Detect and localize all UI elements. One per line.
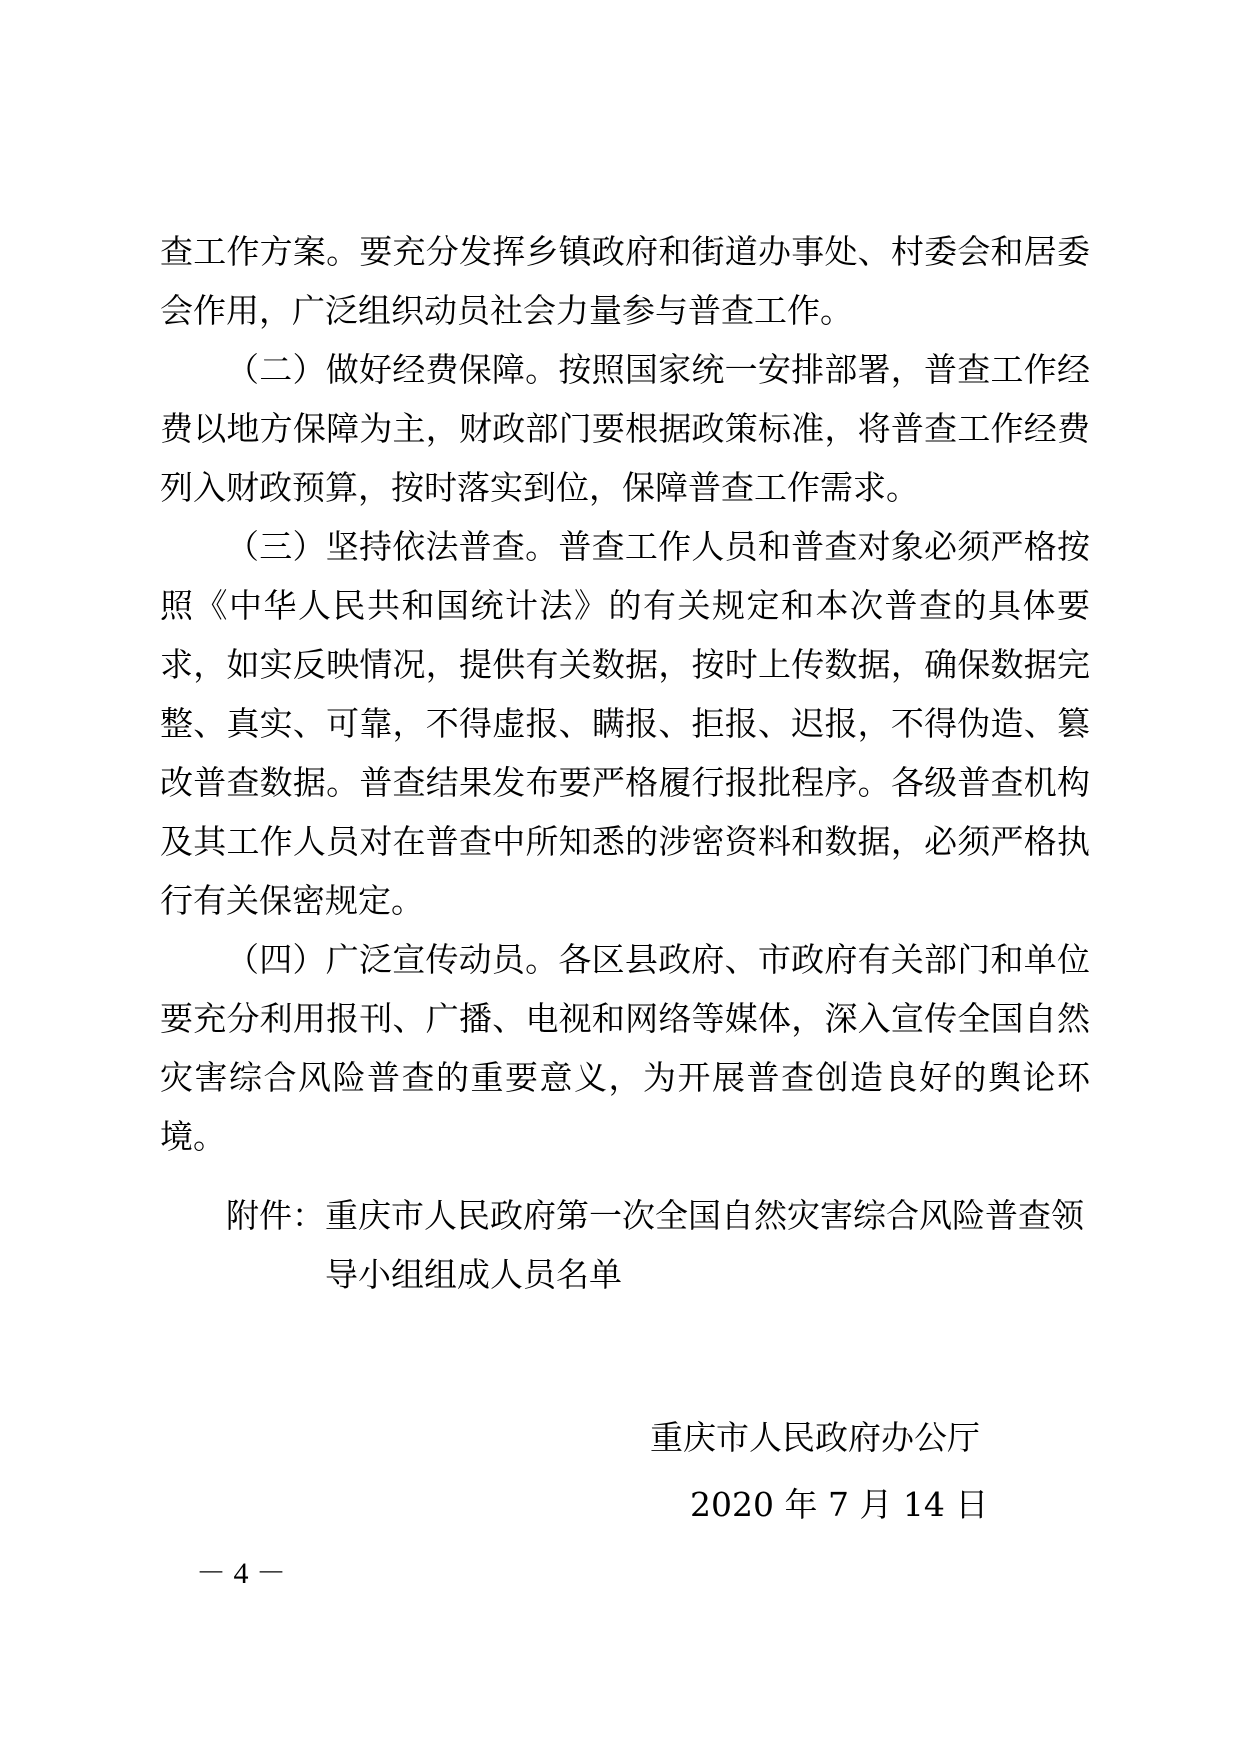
attachment-title: 重庆市人民政府第一次全国自然灾害综合风险普查领导小组组成人员名单: [325, 1196, 1084, 1294]
page-number: － 4 －: [196, 1557, 286, 1590]
issue-date: 2020 年 7 月 14 日: [690, 1485, 989, 1524]
attachment-label: 附件：: [226, 1196, 325, 1235]
attachment-note: [226, 1186, 1090, 1304]
paragraph-legal-census: （三）坚持依法普查。普查工作人员和普查对象必须严格按照《中华人民共和国统计法》的有关规定和本次普查的具体要求，如实反映情况，提供有关数据，按时上传数据，确保数据完整、真实、可靠，不得虚报、瞒报、拒报、迟报，不得伪造、篡改普查数据。普查结果发布要严格履行报批程序。各级普查机构及其工作人员对在普查中所知悉的涉密资料和数据，必须严格执行有关保密规定。: [160, 527, 1090, 920]
paragraph-publicity: （四）广泛宣传动员。各区县政府、市政府有关部门和单位要充分利用报刊、广播、电视和网络等媒体，深入宣传全国自然灾害综合风险普查的重要意义，为开展普查创造良好的舆论环境。: [160, 940, 1090, 1156]
issuer-signature: 重庆市人民政府办公厅: [650, 1418, 980, 1457]
paragraph-funding: （二）做好经费保障。按照国家统一安排部署，普查工作经费以地方保障为主，财政部门要根据政策标准，将普查工作经费列入财政预算，按时落实到位，保障普查工作需求。: [160, 350, 1090, 507]
paragraph-1: 查工作方案。要充分发挥乡镇政府和街道办事处、村委会和居委会作用，广泛组织动员社会力量参与普查工作。: [160, 232, 1090, 330]
body-text: [160, 222, 1090, 1166]
